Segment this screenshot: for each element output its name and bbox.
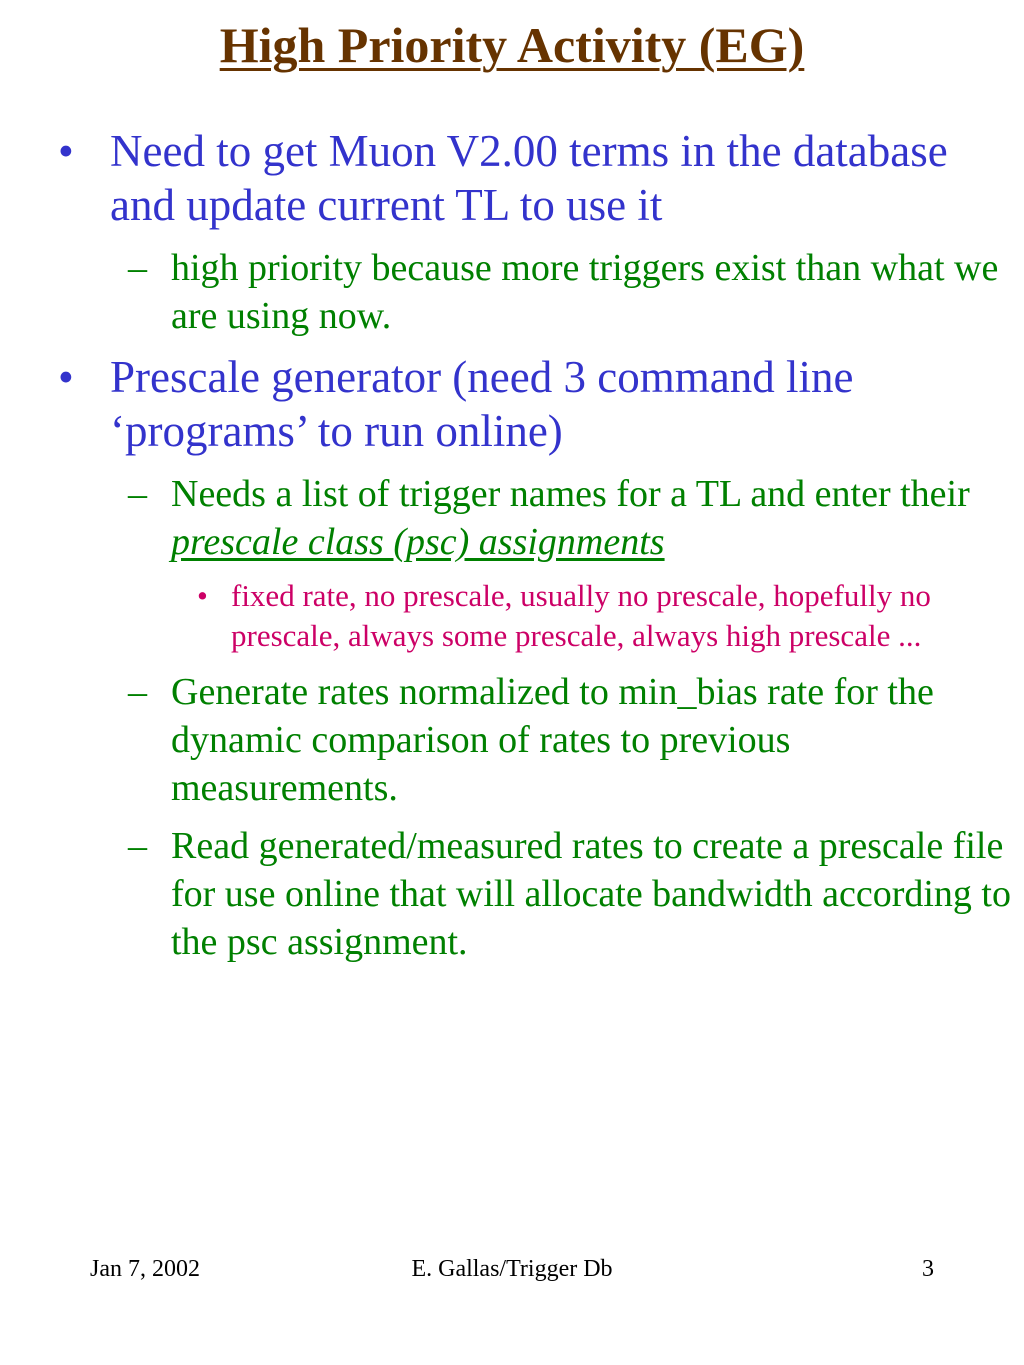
slide-body [0, 124, 1024, 976]
slide-title [0, 14, 1024, 76]
bullet-dot-icon: • [58, 352, 74, 402]
bullet-dash-icon: – [128, 473, 147, 515]
bullet-dot-icon: • [58, 126, 74, 176]
bullet-item-level1 [0, 350, 990, 458]
bullet-text-lead: Needs a list of trigger names for a TL and enter their [171, 473, 970, 515]
bullet-item-level3 [0, 576, 951, 656]
bullet-item-level2 [0, 822, 1011, 966]
footer-author: E. Gallas/Trigger Db [411, 1256, 613, 1282]
bullet-text: Generate rates normalized to min_bias rate for the dynamic comparison of rates to previous measurements. [171, 671, 934, 809]
footer-page-number: 3 [922, 1256, 934, 1282]
bullet-dot-icon: • [197, 578, 208, 613]
footer-date: Jan 7, 2002 [90, 1256, 200, 1282]
bullet-text: Read generated/measured rates to create a prescale file for use online that will allocate bandwidth according to the psc assignment. [171, 825, 1011, 963]
bullet-text [171, 470, 1011, 566]
bullet-item-level2 [0, 668, 1011, 812]
bullet-item-level2 [0, 470, 1011, 566]
bullet-item-level1 [0, 124, 990, 232]
bullet-text: high priority because more triggers exist than what we are using now. [171, 247, 999, 337]
bullet-text: fixed rate, no prescale, usually no prescale, hopefully no prescale, always some prescale, always high prescale ... [231, 578, 931, 653]
bullet-text: Prescale generator (need 3 command line ‘programs’ to run online) [110, 352, 854, 456]
emphasized-term: prescale class (psc) assignments [171, 521, 665, 563]
bullet-dash-icon: – [128, 671, 147, 713]
slide-title-text: High Priority Activity (EG) [219, 17, 805, 73]
bullet-dash-icon: – [128, 247, 147, 289]
bullet-dash-icon: – [128, 825, 147, 867]
bullet-item-level2 [0, 244, 1011, 340]
bullet-text: Need to get Muon V2.00 terms in the database and update current TL to use it [110, 126, 948, 230]
